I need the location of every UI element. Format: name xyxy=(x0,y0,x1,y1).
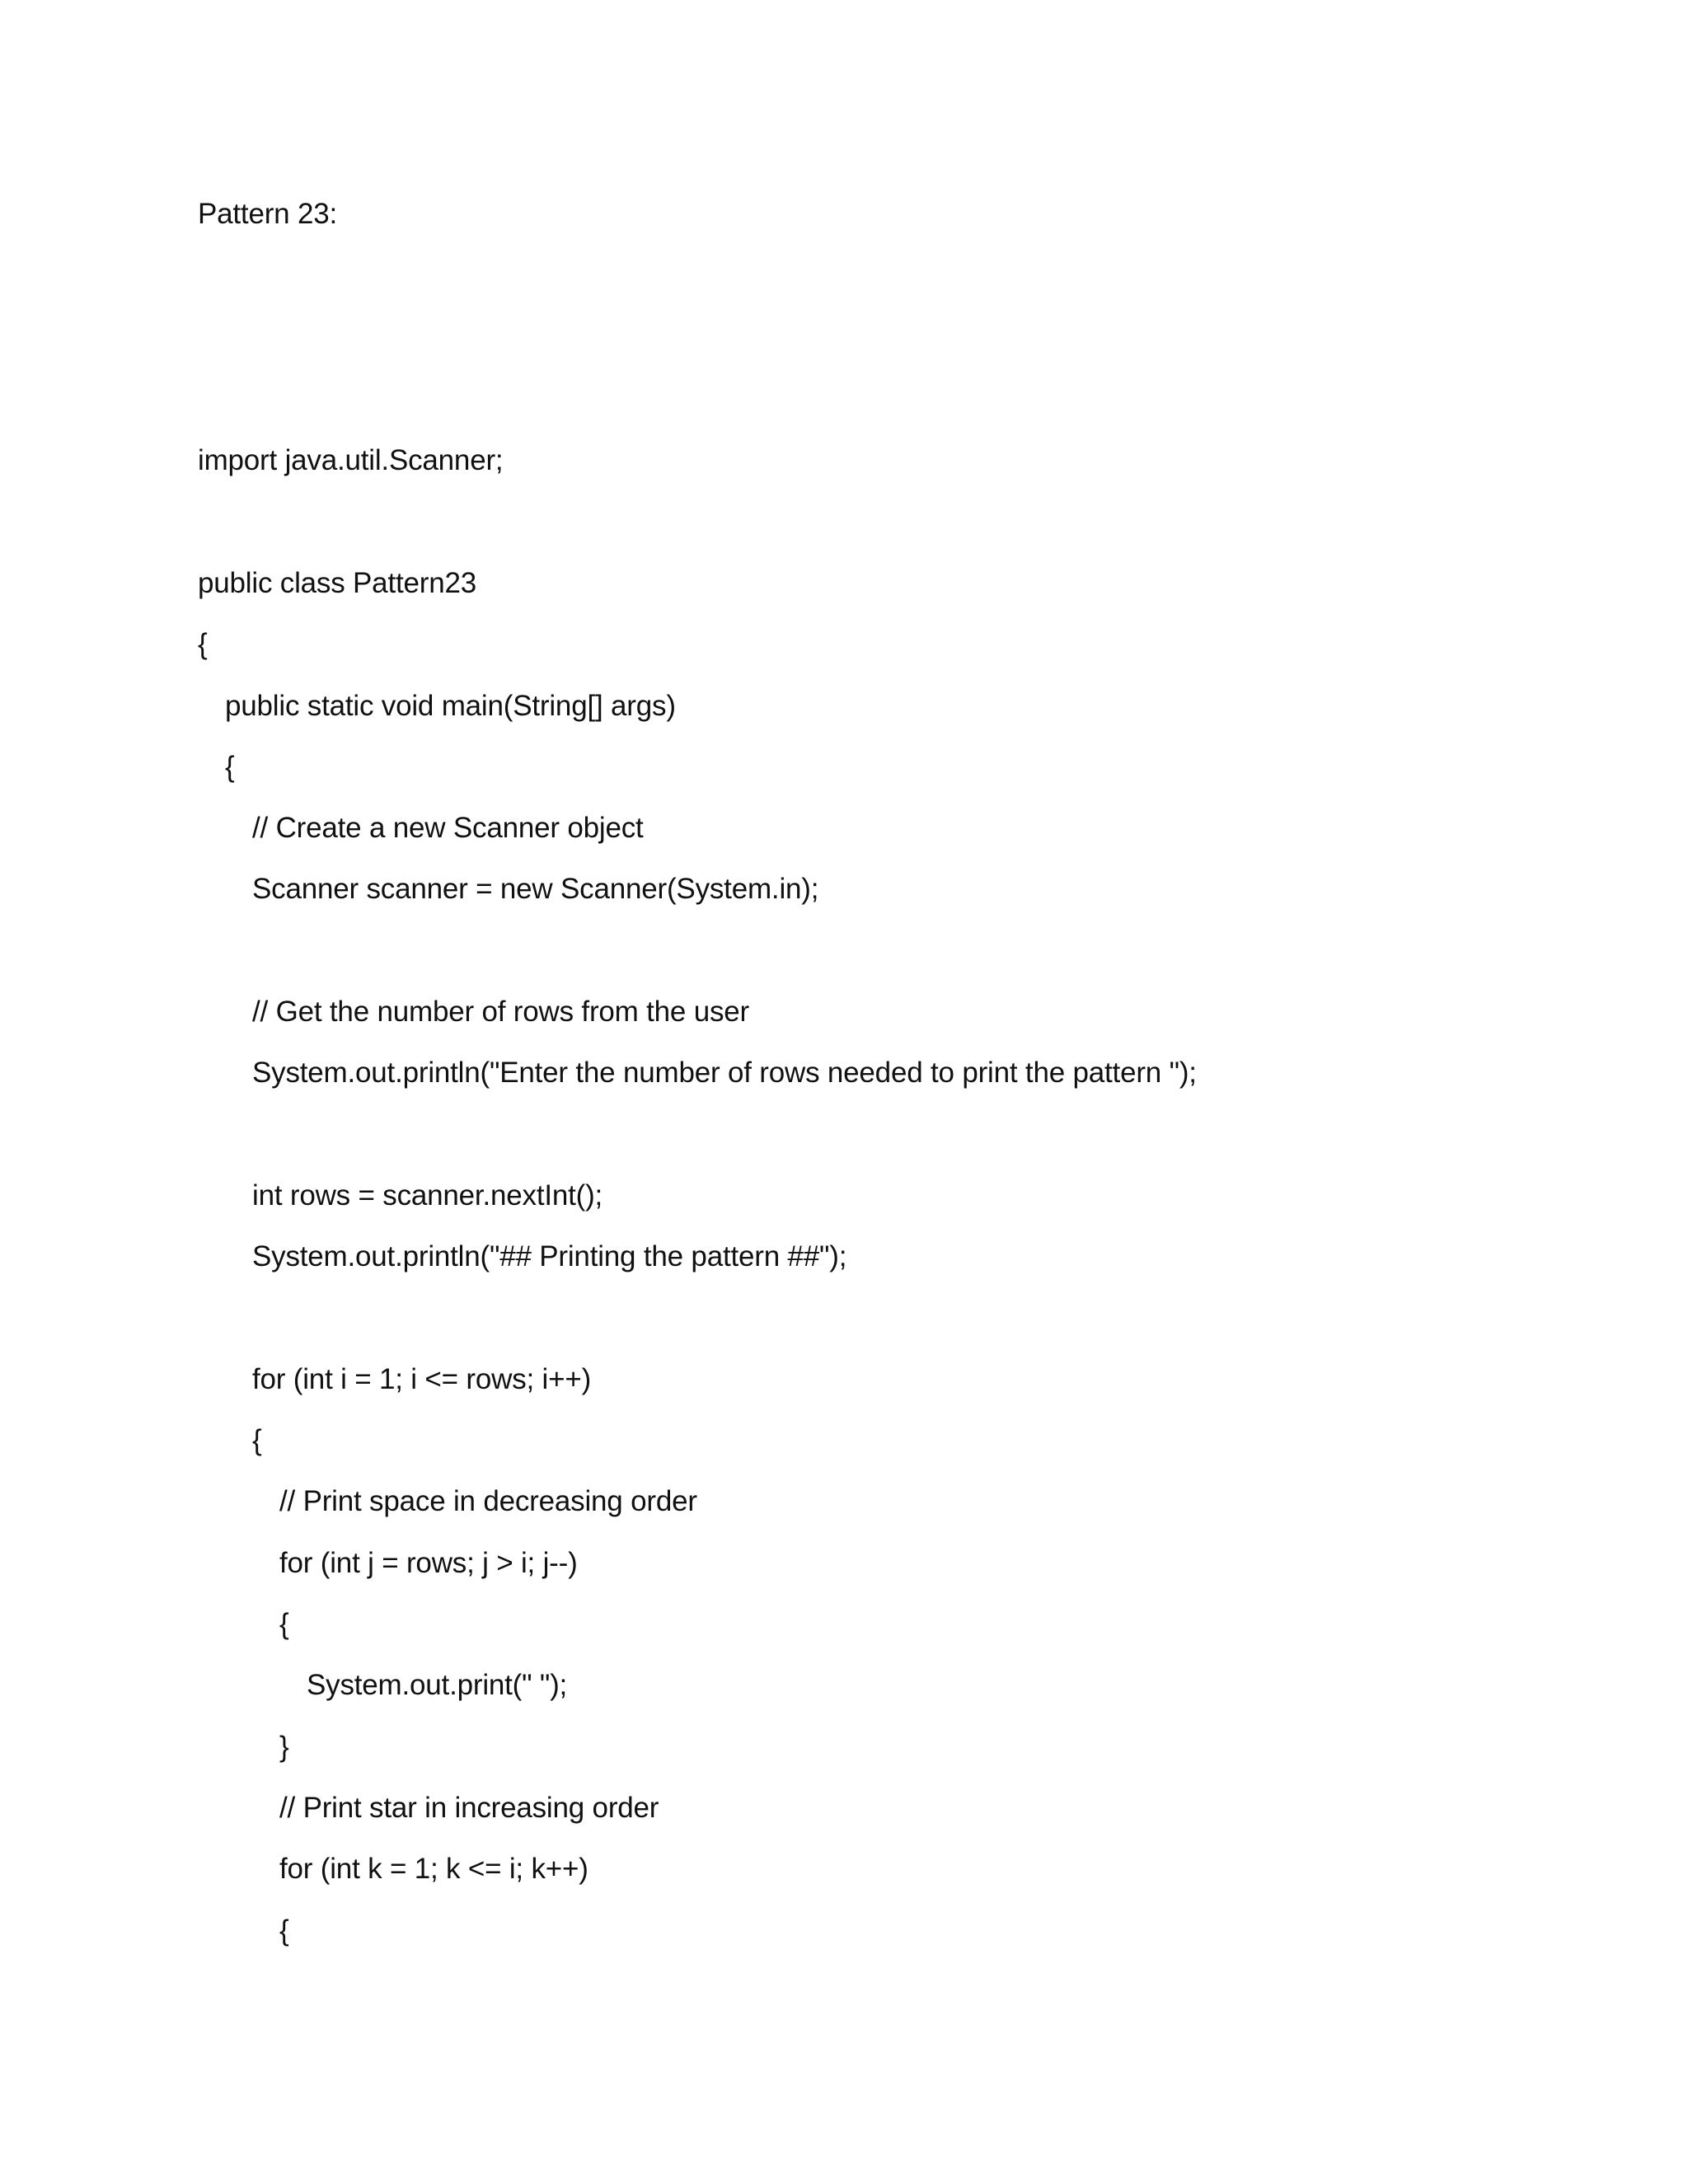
code-line-rows-input: int rows = scanner.nextInt(); xyxy=(252,1179,603,1212)
code-line-println-prompt: System.out.println("Enter the number of rows needed to print the pattern "); xyxy=(252,1057,1197,1089)
code-line-star-for-open-brace: { xyxy=(279,1915,289,1947)
code-line-main-open-brace: { xyxy=(225,751,235,783)
code-line-comment-space: // Print space in decreasing order xyxy=(279,1485,697,1517)
page-title: Pattern 23: xyxy=(198,198,338,230)
code-line-outer-for: for (int i = 1; i <= rows; i++) xyxy=(252,1363,592,1395)
code-line-class-declaration: public class Pattern23 xyxy=(198,567,477,599)
code-line-scanner-init: Scanner scanner = new Scanner(System.in); xyxy=(252,873,819,905)
code-line-space-for-close-brace: } xyxy=(279,1731,289,1763)
code-line-println-printing: System.out.println("## Printing the pattern ##"); xyxy=(252,1240,847,1272)
code-line-import: import java.util.Scanner; xyxy=(198,444,504,476)
code-line-outer-for-open-brace: { xyxy=(252,1424,262,1456)
code-line-print-space: System.out.print(" "); xyxy=(307,1669,568,1701)
code-line-main-method: public static void main(String[] args) xyxy=(225,690,676,722)
code-line-comment-star: // Print star in increasing order xyxy=(279,1792,659,1824)
code-line-star-for: for (int k = 1; k <= i; k++) xyxy=(279,1853,588,1885)
code-line-space-for: for (int j = rows; j > i; j--) xyxy=(279,1547,578,1579)
code-line-class-open-brace: { xyxy=(198,628,208,660)
code-line-comment-scanner: // Create a new Scanner object xyxy=(252,812,644,844)
code-line-space-for-open-brace: { xyxy=(279,1608,289,1640)
code-line-comment-rows: // Get the number of rows from the user xyxy=(252,996,750,1028)
